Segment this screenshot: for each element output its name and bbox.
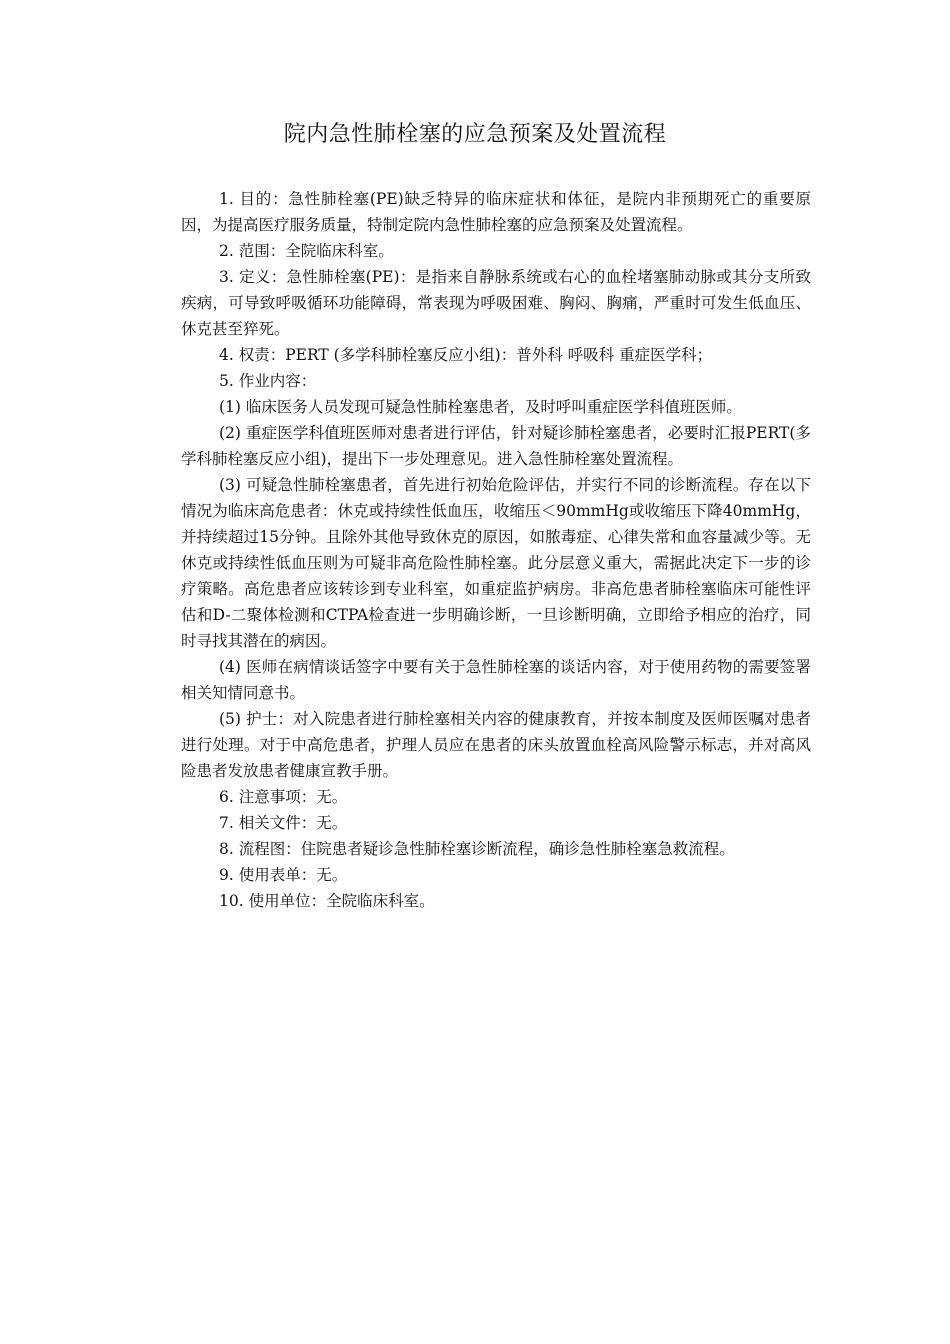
work-item-4: (4) 医师在病情谈话签字中要有关于急性肺栓塞的谈话内容，对于使用药物的需要签署相关知情同意书。 [181,658,811,702]
work-item-2: (2) 重症医学科值班医师对患者进行评估，针对疑诊肺栓塞患者，必要时汇报PERT(多学科肺栓塞反应小组)，提出下一步处理意见。进入急性肺栓塞处置流程。 [181,424,811,468]
section-work-content: 5. 作业内容： [219,372,317,390]
work-item-3: (3) 可疑急性肺栓塞患者，首先进行初始危险评估，并实行不同的诊断流程。存在以下情况为临床高危患者：休克或持续性低血压，收缩压＜90mmHg或收缩压下降40mmHg，并持续超过15分钟。且除外其他导致休克的原因，如脓毒症、心律失常和血容量减少等。无休克或持续性低血压则为可疑非高危险性肺栓塞。此分层意义重大，需据此决定下一步的诊疗策略。高危患者应该转诊到专业科室，如重症监护病房。非高危患者肺栓塞临床可能性评估和D-二聚体检测和CTPA检查进一步明确诊断，一旦诊断明确，立即给予相应的治疗，同时寻找其潜在的病因。 [181,476,811,650]
section-forms: 9. 使用表单：无。 [219,866,348,884]
section-notes: 6. 注意事项：无。 [219,788,348,806]
section-flowchart: 8. 流程图：住院患者疑诊急性肺栓塞诊断流程，确诊急性肺栓塞急救流程。 [219,840,735,858]
section-responsibility: 4. 权责：PERT (多学科肺栓塞反应小组)：普外科 呼吸科 重症医学科； [219,346,713,364]
section-units: 10. 使用单位：全院临床科室。 [219,892,435,910]
document-title: 院内急性肺栓塞的应急预案及处置流程 [283,122,667,147]
work-item-1: (1) 临床医务人员发现可疑急性肺栓塞患者，及时呼叫重症医学科值班医师。 [219,398,742,416]
document-body [181,186,811,914]
section-related-docs: 7. 相关文件：无。 [219,814,348,832]
section-scope: 2. 范围：全院临床科室。 [219,242,394,260]
section-purpose: 1. 目的：急性肺栓塞(PE)缺乏特异的临床症状和体征，是院内非预期死亡的重要原因，为提高医疗服务质量，特制定院内急性肺栓塞的应急预案及处置流程。 [181,190,811,234]
section-definition: 3. 定义：急性肺栓塞(PE)：是指来自静脉系统或右心的血栓堵塞肺动脉或其分支所致疾病，可导致呼吸循环功能障碍，常表现为呼吸困难、胸闷、胸痛，严重时可发生低血压、休克甚至猝死。 [181,268,811,338]
work-item-5: (5) 护士：对入院患者进行肺栓塞相关内容的健康教育，并按本制度及医师医嘱对患者进行处理。对于中高危患者，护理人员应在患者的床头放置血栓高风险警示标志，并对高风险患者发放患者健康宣教手册。 [181,710,811,780]
